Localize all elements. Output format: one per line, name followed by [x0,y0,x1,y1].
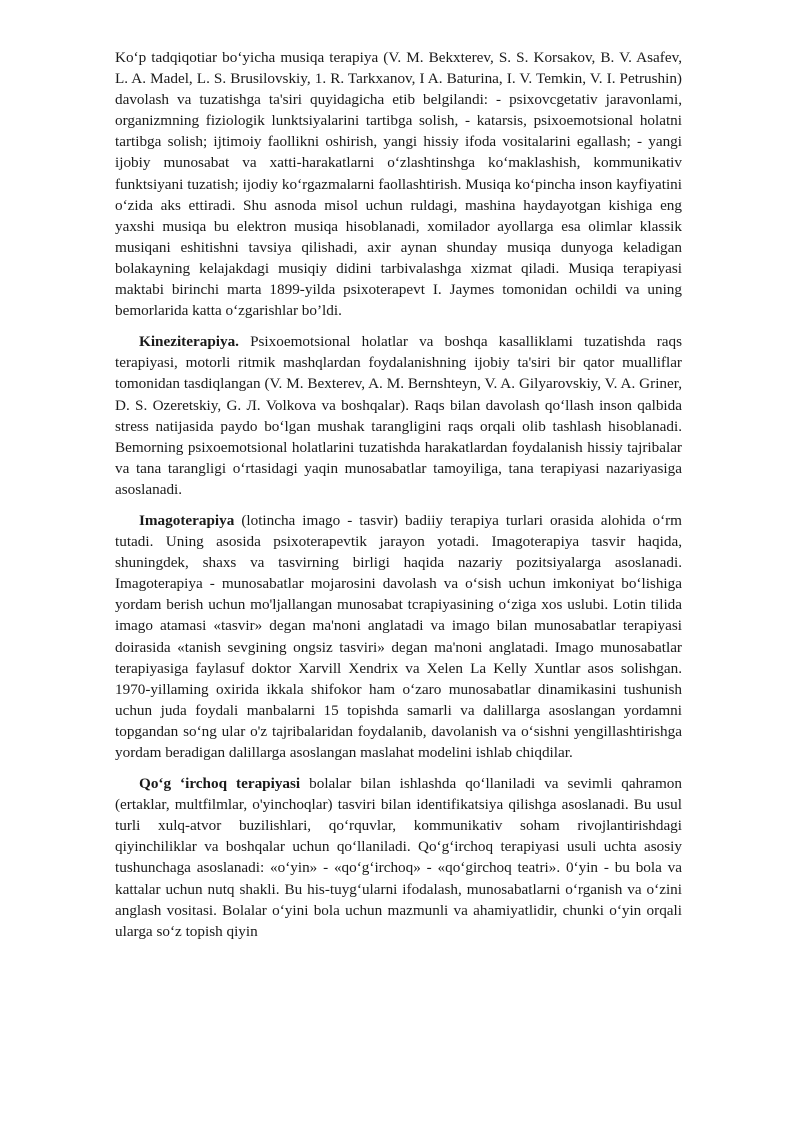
paragraph-term: Qo‘g ‘irchoq terapiyasi [139,775,301,793]
document-page [115,47,682,952]
paragraph-music-therapy [115,47,682,321]
paragraph-text: Ko‘p tadqiqotiar bo‘yicha musiqa terapiya (V. M. Bekxterev, S. S. Korsakov, B. V. Asafev, L. A. Madel, L. S. Brusilovskiy, 1. R. Tarkxanov, I A. Baturina, I. V. Temkin, V. I. Petrushin) davolash va tuzatishga ta'siri quyidagicha etib belgilandi: - psixovcgetativ jaravonlami, organizmning fiziologik lunktsiyalarini tartibga solish, - katarsis, psixoemotsional holatni tartibga solish; ijtimoiy faollikni oshirish, yangi hissiy ifoda vositalarini egallash; - yangi ijobiy munosabat va xatti-harakatlarni o‘zlashtinshga ko‘maklashish, kommunikativ funktsiyani tuzatish; ijodiy ko‘rgazmalarni faollashtirish. Musiqa ko‘pincha inson kayfiyatini o‘zida aks ettiradi. Shu asnoda misol uchun ruldagi, mashina haydayotgan kishiga eng yaxshi musiqa bu elektron musiqa hisoblanadi, xomilador ayollarga esa olimlar klassik musiqani eshitishni tavsiya qilishadi, axir aynan shunday musiqa dunyoga keladigan bolakayning kelajakdagi musiqiy didini tarbivalashga xizmat qiladi. Musiqa terapiyasi maktabi birinchi marta 1899-yilda psixoterapevt I. Jaymes tomonidan ochildi va uning bemorlarida katta o‘zgarishlar bo’ldi. [115,49,682,320]
paragraph-text: Psixoemotsional holatlar va boshqa kasalliklami tuzatishda raqs terapiyasi, motorli ritmik mashqlardan foydalanishning ijobiy ta'siri bir qator mualliflar tomonidan tasdiqlangan (V. M. Bexterev, A. M. Bernshteyn, V. A. Gilyarovskiy, V. A. Griner, D. S. Ozeretskiy, G. Л. Volkova va boshqalar). Raqs bilan davolash qo‘llash inson qalbida stress natijasida paydo bo‘lgan mushak tarangligini raqs orqali olib tashlash hisoblanadi. Bemorning psixoemotsional holatlarini tuzatishda harakatlardan foydalanish hissiy tajribalar va tana tarangligi o‘rtasidagi yaqin munosabatlar tamoyiliga, tana terapiyasi nazariyasiga asoslanadi. [115,333,682,498]
paragraph-text: bolalar bilan ishlashda qo‘llaniladi va sevimli qahramon (ertaklar, multfilmlar, o'yinchoqlar) tasviri bilan identifikatsiya qilishga asoslanadi. Bu usul turli xulq-atvor buzilishlari, qo‘rquvlar, kommunikativ soham rivojlantirishdagi qiyinchiliklar va boshqalar uchun qo‘llaniladi. Qo‘g‘irchoq terapiyasi usuli uchta asosiy tushunchaga asoslanadi: «o‘yin» - «qo‘g‘irchoq» - «qo‘girchoq teatri». 0‘yin - bu bola va kattalar uchun nutq shakli. Bu his-tuyg‘ularni ifodalash, munosabatlarni o‘rganish va o‘zini anglash vositasi. Bolalar o‘yini bola uchun mazmunli va ahamiyatlidir, chunki o‘yin orqali ularga so‘z topish qiyin [115,775,682,940]
paragraph-term: Kineziterapiya. [139,333,239,351]
paragraph-term: Imagoterapiya [139,511,235,529]
paragraph-text: (lotincha imago - tasvir) badiiy terapiya turlari orasida alohida o‘rm tutadi. Uning asosida psixoterapevtik jarayon yotadi. Imagoterapiya tasvir haqida, shuningdek, shaxs va tasvirning birligi haqida nazariy pozitsiyalarga asoslanadi. Imagoterapiya - munosabatlar mojarosini davolash va o‘sish uchun imkoniyat bo‘lishiga yordam berish uchun mo'ljallangan munosabat tcrapiyasining o‘ziga xos uslubi. Lotin tilida imago atamasi «tasvir» degan ma'noni anglatadi va imago bilan munosabatlar terapiyasi doirasida «tanish sevgining ongsiz tasviri» degan ma'noni anglatadi. Imago munosabatlar terapiyasiga faylasuf doktor Xarvill Xendrix va Xelen La Kelly Xuntlar asos solishgan. 1970-yillaming oxirida ikkala shifokor ham o‘zaro munosabatlar dinamikasini tushunish uchun juda foydali manbalarni 15 topishda samarli va dalillarga asoslangan yordamni topgandan so‘ng ular o'z tajribalaridan foydalanib, davolanish va o‘sishni yengillashtirishga yordam beradigan dalillarga asoslangan maslahat modelini ishlab chiqdilar. [115,511,682,761]
paragraph-puppet-therapy [115,773,682,942]
paragraph-kineziterapiya [115,331,682,500]
paragraph-imagoterapiya [115,510,682,763]
